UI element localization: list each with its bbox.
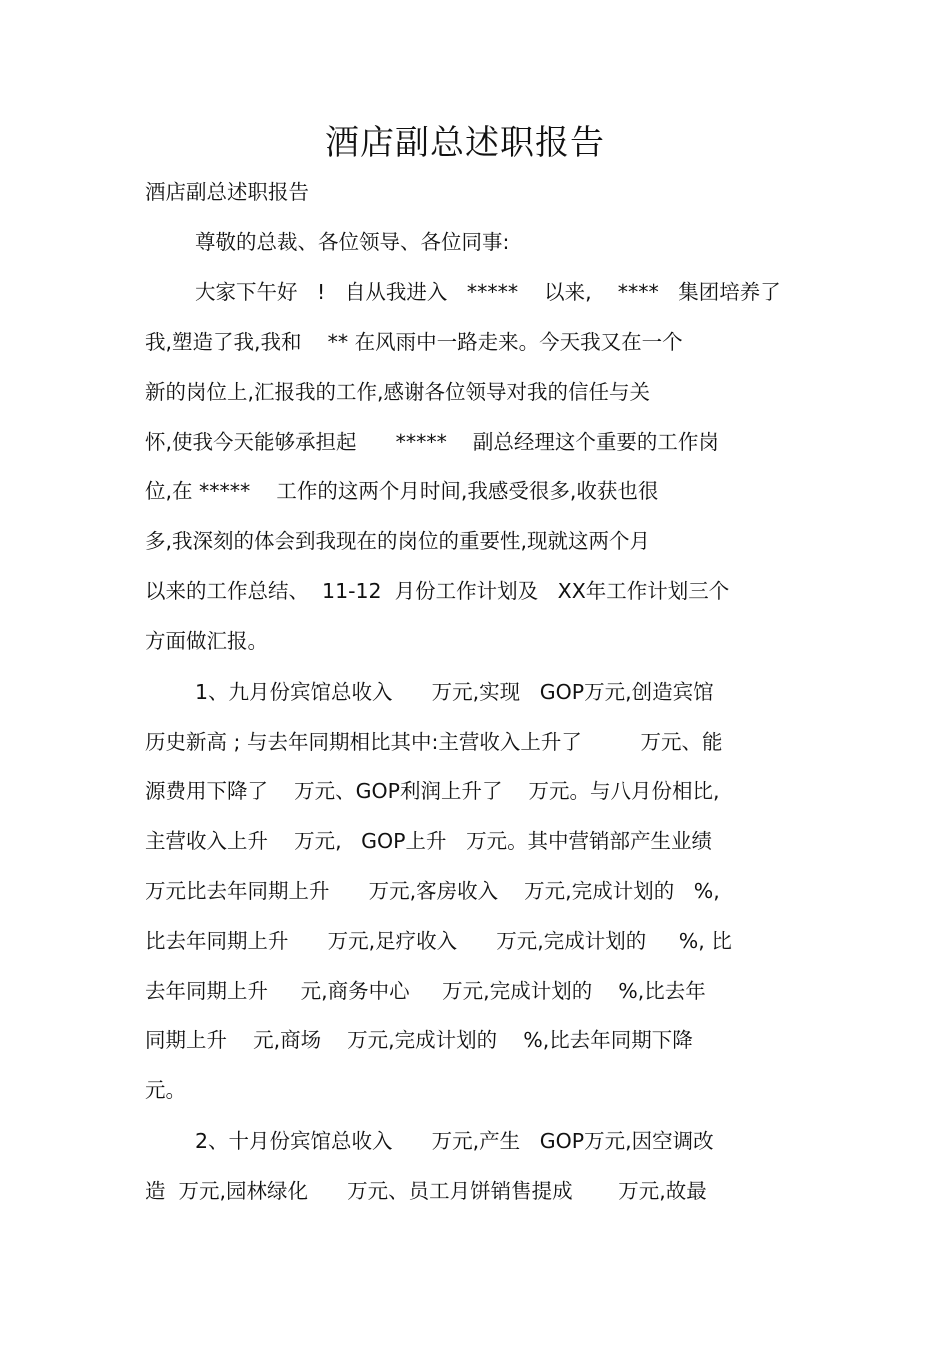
body-line: 方面做汇报。 bbox=[145, 629, 268, 653]
body-line: 主营收入上升 万元, GOP上升 万元。其中营销部产生业绩 bbox=[145, 829, 713, 853]
body-line: 万元比去年同期上升 万元,客房收入 万元,完成计划的 %, bbox=[145, 879, 720, 903]
body-line: 怀,使我今天能够承担起 ***** 副总经理这个重要的工作岗 bbox=[145, 430, 719, 454]
body-line: 多,我深刻的体会到我现在的岗位的重要性,现就这两个月 bbox=[145, 529, 651, 553]
body-line: 位,在 ***** 工作的这两个月时间,我感受很多,收获也很 bbox=[145, 479, 659, 503]
body-line: 历史新高 ; 与去年同期相比其中:主营收入上升了 万元、能 bbox=[145, 730, 723, 754]
body-line: 去年同期上升 元,商务中心 万元,完成计划的 %,比去年 bbox=[145, 979, 706, 1003]
salutation-line: 尊敬的总裁、各位领导、各位同事: bbox=[195, 230, 510, 254]
body-line: 新的岗位上,汇报我的工作,感谢各位领导对我的信任与关 bbox=[145, 380, 651, 404]
body-line: 比去年同期上升 万元,足疗收入 万元,完成计划的 %, 比 bbox=[145, 929, 732, 953]
body-line: 大家下午好 ! 自从我进入 ***** 以来, **** 集团培养了 bbox=[195, 280, 781, 304]
body-line: 我,塑造了我,我和 ** 在风雨中一路走来。今天我又在一个 bbox=[145, 330, 683, 354]
body-line: 1、九月份宾馆总收入 万元,实现 GOP万元,创造宾馆 bbox=[195, 680, 714, 704]
body-line: 源费用下降了 万元、GOP利润上升了 万元。与八月份相比, bbox=[145, 779, 720, 803]
document-subtitle: 酒店副总述职报告 bbox=[145, 180, 309, 204]
document-title: 酒店副总述职报告 bbox=[325, 123, 605, 163]
body-line: 造 万元,园林绿化 万元、员工月饼销售提成 万元,故最 bbox=[145, 1179, 707, 1203]
body-line: 元。 bbox=[145, 1078, 186, 1102]
body-line: 同期上升 元,商场 万元,完成计划的 %,比去年同期下降 bbox=[145, 1028, 693, 1052]
body-line: 以来的工作总结、 11-12 月份工作计划及 XX年工作计划三个 bbox=[145, 579, 730, 603]
body-line: 2、十月份宾馆总收入 万元,产生 GOP万元,因空调改 bbox=[195, 1129, 714, 1153]
